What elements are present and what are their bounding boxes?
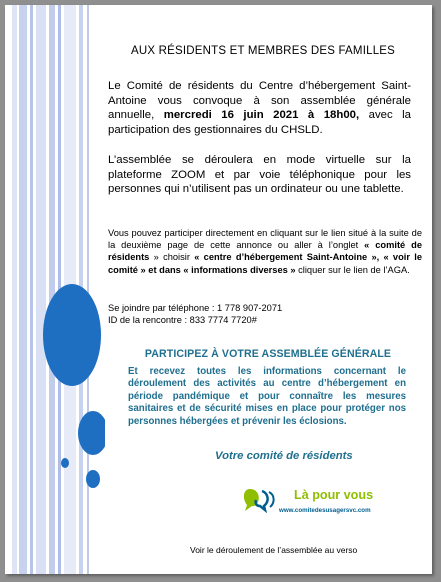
decorative-circle — [43, 284, 101, 386]
decorative-circle — [61, 458, 69, 468]
signature: Votre comité de résidents — [215, 450, 353, 462]
logo-text: Là pour vous — [294, 488, 374, 502]
document-page — [5, 5, 432, 574]
instructions-bold: « comité de résidents — [108, 240, 422, 263]
intro-text: Le Comité de résidents du Centre d’hébergement Saint-Antoine vous convoque à son assemblée générale annuelle, — [108, 80, 411, 122]
instructions-paragraph — [108, 227, 422, 276]
intro-paragraph — [108, 79, 411, 137]
footer-note: Voir le déroulement de l’assemblée au verso — [190, 545, 358, 555]
instructions-text: cliquer sur le lien de l’AGA. — [298, 264, 410, 275]
zoom-paragraph: L’assemblée se déroulera en mode virtuelle sur la plateforme ZOOM et par voie téléphonique pour les personnes qui n’utilisent pas un ordinateur ou une tablette. — [108, 154, 411, 196]
speech-bubble-icon — [242, 487, 282, 513]
logo-url[interactable]: www.comitedesusagersvc.com — [279, 507, 371, 514]
stripe — [36, 5, 46, 574]
stripe — [19, 5, 27, 574]
decorative-stripes — [5, 5, 105, 574]
meeting-date: mercredi 16 juin 2021 à 18h00, — [163, 109, 360, 122]
meeting-id: ID de la rencontre : 833 7774 7720# — [108, 315, 257, 326]
stripe — [30, 5, 33, 574]
phone-info — [108, 302, 368, 326]
stripe — [87, 5, 89, 574]
instructions-text: » choisir — [153, 252, 190, 263]
stripe — [12, 5, 17, 574]
phone-line: Se joindre par téléphone : 1 778 907-2071 — [108, 303, 283, 313]
cta-body: Et recevez toutes les informations concernant le déroulement des activités au centre d’hébergement en période pandémique et pour connaître les mesures sanitaires et de sécurité mises en place pour protéger nos personnes hébergées et prévenir les éclosions. — [128, 366, 406, 427]
logo — [242, 485, 392, 519]
stripe — [49, 5, 55, 574]
intro-text-end: avec la participation des gestionnaires du CHSLD. — [108, 109, 412, 136]
decorative-circle — [86, 470, 100, 488]
instructions-bold: « centre d’hébergement Saint-Antoine », « voir le comité » et dans « informations diverses » — [108, 252, 422, 275]
cta-heading: PARTICIPEZ À VOTRE ASSEMBLÉE GÉNÉRALE — [144, 348, 392, 360]
document-title: AUX RÉSIDENTS ET MEMBRES DES FAMILLES — [130, 45, 396, 57]
instructions-text: Vous pouvez participer directement en cliquant sur le lien situé à la suite de la deuxième page de cette annonce ou aller à l’onglet — [108, 228, 422, 251]
